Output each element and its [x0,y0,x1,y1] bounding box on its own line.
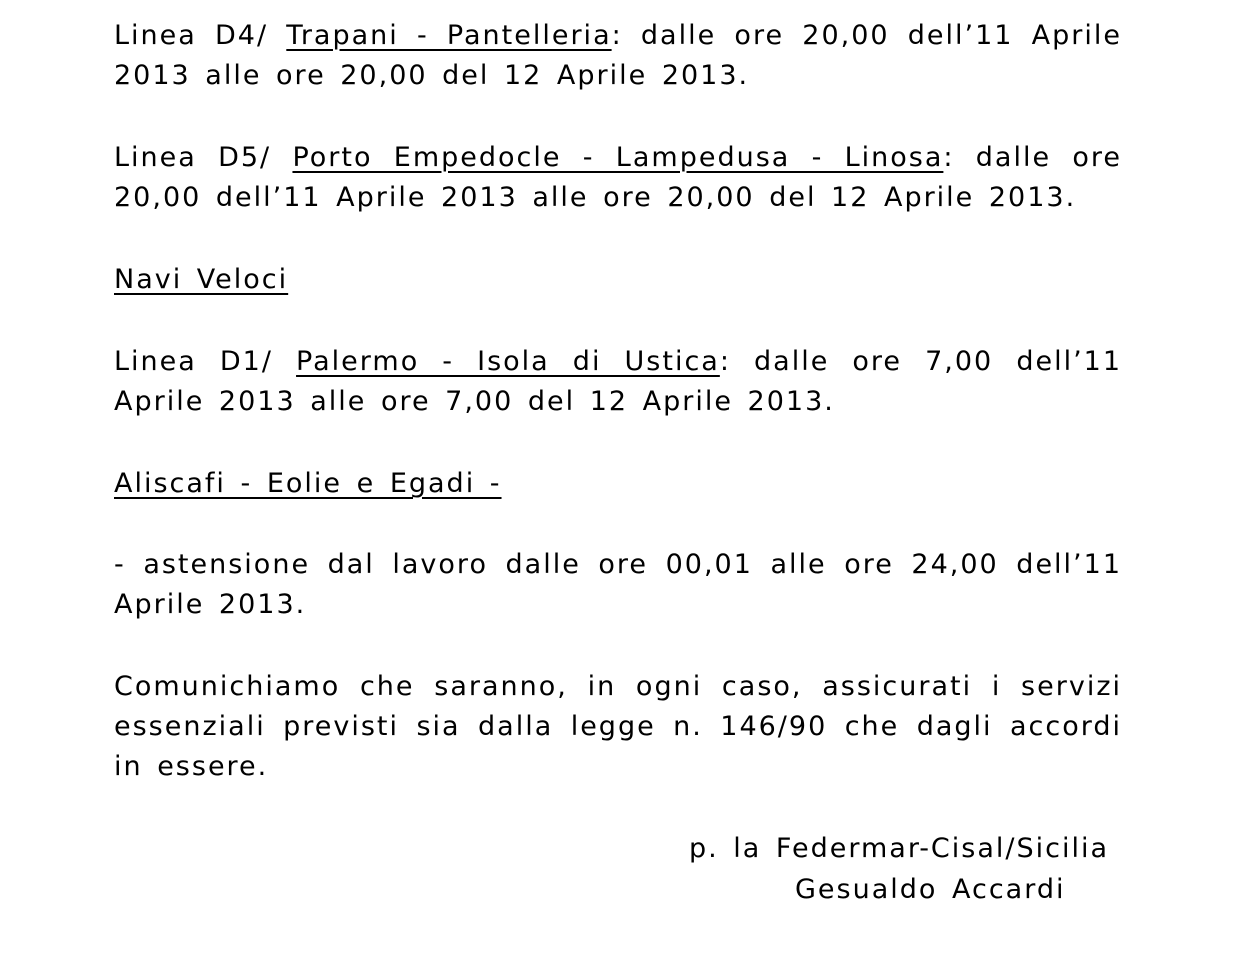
line-code-d5: Linea D5/ [114,142,293,173]
line-code-d4: Linea D4/ [114,20,287,51]
schedule-d5: : dalle ore 20,00 dell’11 Aprile 2013 alle ore 20,00 del 12 Aprile 2013. [114,142,1122,213]
route-d1: Palermo - Isola di Ustica [296,346,720,377]
paragraph-linea-d5 [114,138,1122,218]
route-d4: Trapani - Pantelleria [286,20,612,51]
route-d5: Porto Empedocle - Lampedusa - Linosa [292,142,944,173]
heading-aliscafi: Aliscafi - Eolie e Egadi - [114,468,502,499]
signature-organization: p. la Federmar-Cisal/Sicilia [689,833,1110,864]
paragraph-linea-d4 [114,16,1122,96]
schedule-d4: : dalle ore 20,00 dell’11 Aprile 2013 alle ore 20,00 del 12 Aprile 2013. [114,20,1122,91]
signature-name: Gesualdo Accardi [795,874,1066,905]
paragraph-astensione: - astensione dal lavoro dalle ore 00,01 alle ore 24,00 dell’11 Aprile 2013. [114,549,1122,620]
schedule-d1: : dalle ore 7,00 dell’11 Aprile 2013 alle ore 7,00 del 12 Aprile 2013. [114,346,1123,417]
heading-navi-veloci: Navi Veloci [114,264,289,295]
paragraph-servizi-essenziali: Comunichiamo che saranno, in ogni caso, assicurati i servizi essenziali previsti sia dalla legge n. 146/90 che dagli accordi in essere. [114,671,1122,782]
line-code-d1: Linea D1/ [114,346,297,377]
paragraph-linea-d1 [114,342,1122,422]
